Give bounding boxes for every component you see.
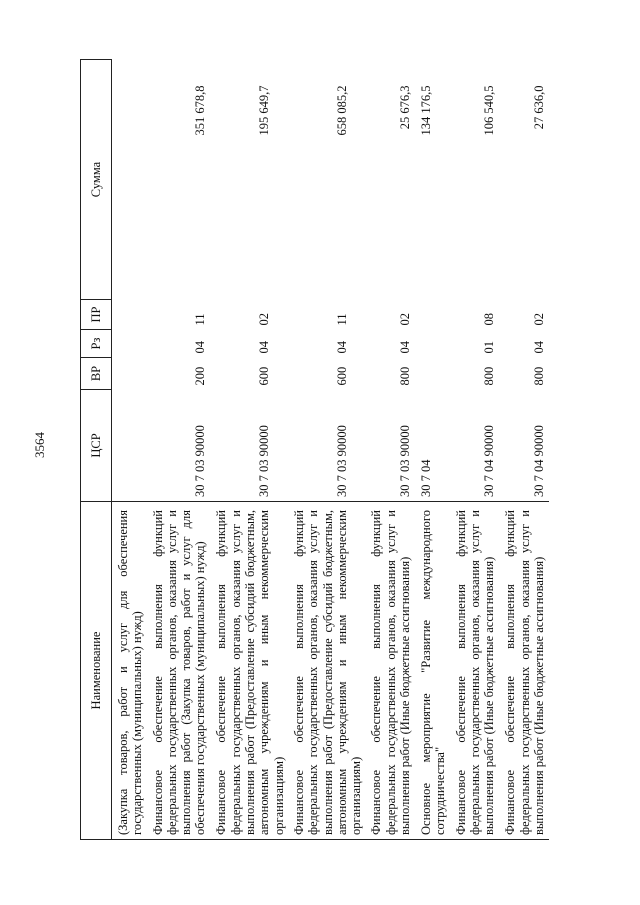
row-vr: 800	[531, 366, 546, 386]
row-vr	[112, 358, 147, 390]
row-name: Основное мероприятие "Развитие международного сотрудничества"	[415, 502, 450, 840]
row-csr: 30 7 03 90000	[257, 425, 272, 497]
row-name: Финансовое обеспечение выполнения функций федеральных государственных органов, оказания услуг и выполнения работ (Предоставление субсидий бюджетным, автономным учреждениям и иным некоммерческим организациям)	[210, 502, 287, 840]
row-csr: 30 7 04	[419, 459, 434, 497]
row-sum: 195 649,7	[257, 85, 272, 136]
row-csr	[112, 390, 147, 502]
row-rz	[415, 330, 450, 358]
row-rz: 01	[482, 341, 497, 354]
row-vr: 200	[193, 366, 208, 386]
table-row	[210, 60, 287, 840]
row-vr: 600	[257, 366, 272, 386]
budget-table	[80, 59, 549, 840]
row-name: Финансовое обеспечение выполнения функций федеральных государственных органов, оказания услуг и выполнения работ (Иные бюджетные ассигнования)	[499, 502, 549, 840]
row-vr: 600	[334, 366, 349, 386]
row-csr: 30 7 03 90000	[193, 425, 208, 497]
rotated-page-content	[80, 60, 610, 840]
row-pr: 02	[531, 313, 546, 326]
row-rz: 04	[398, 341, 413, 354]
row-csr: 30 7 04 90000	[482, 425, 497, 497]
row-pr: 02	[398, 313, 413, 326]
row-pr	[112, 300, 147, 330]
row-csr: 30 7 04 90000	[531, 425, 546, 497]
page-number: 3564	[32, 432, 47, 458]
row-vr	[415, 358, 450, 390]
row-name: Финансовое обеспечение выполнения функций федеральных государственных органов, оказания услуг и выполнения работ (Предоставление субсидий бюджетным, автономным учреждениям и иным некоммерческим организациям)	[288, 502, 365, 840]
row-csr: 30 7 03 90000	[398, 425, 413, 497]
row-sum: 27 636,0	[531, 85, 546, 130]
table-row	[365, 60, 415, 840]
header-pr: ПР	[81, 300, 112, 330]
row-rz: 04	[193, 341, 208, 354]
row-rz: 04	[257, 341, 272, 354]
table-header-row	[81, 60, 112, 840]
row-rz: 04	[531, 341, 546, 354]
header-csr: ЦСР	[81, 390, 112, 502]
row-sum: 351 678,8	[193, 85, 208, 136]
table-row	[147, 60, 211, 840]
table-row	[450, 60, 500, 840]
row-name: Финансовое обеспечение выполнения функций федеральных государственных органов, оказания услуг и выполнения работ (Иные бюджетные ассигнования)	[450, 502, 500, 840]
row-sum: 134 176,5	[419, 85, 434, 136]
header-rz: Рз	[81, 330, 112, 358]
row-sum	[112, 60, 147, 300]
row-rz: 04	[334, 341, 349, 354]
row-vr: 800	[398, 366, 413, 386]
row-name: (Закупка товаров, работ и услуг для обеспечения государственных (муниципальных) нужд)	[112, 502, 147, 840]
row-name: Финансовое обеспечение выполнения функций федеральных государственных органов, оказания услуг и выполнения работ (Закупка товаров, работ и услуг для обеспечения государственных (муниципальных) нужд)	[147, 502, 211, 840]
row-pr: 08	[482, 313, 497, 326]
row-pr: 11	[193, 313, 208, 326]
row-pr: 02	[257, 313, 272, 326]
row-sum: 658 085,2	[334, 85, 349, 136]
table-row	[415, 60, 450, 840]
row-rz	[112, 330, 147, 358]
table-row	[288, 60, 365, 840]
row-name: Финансовое обеспечение выполнения функций федеральных государственных органов, оказания услуг и выполнения работ (Иные бюджетные ассигнования)	[365, 502, 415, 840]
row-vr: 800	[482, 366, 497, 386]
header-vr: ВР	[81, 358, 112, 390]
row-pr	[415, 300, 450, 330]
row-sum: 25 676,3	[398, 85, 413, 130]
row-csr: 30 7 03 90000	[334, 425, 349, 497]
row-sum: 106 540,5	[482, 85, 497, 136]
table-row	[112, 60, 147, 840]
row-pr: 11	[334, 313, 349, 326]
header-sum: Сумма	[81, 60, 112, 300]
header-name: Наименование	[81, 502, 112, 840]
table-row	[499, 60, 549, 840]
